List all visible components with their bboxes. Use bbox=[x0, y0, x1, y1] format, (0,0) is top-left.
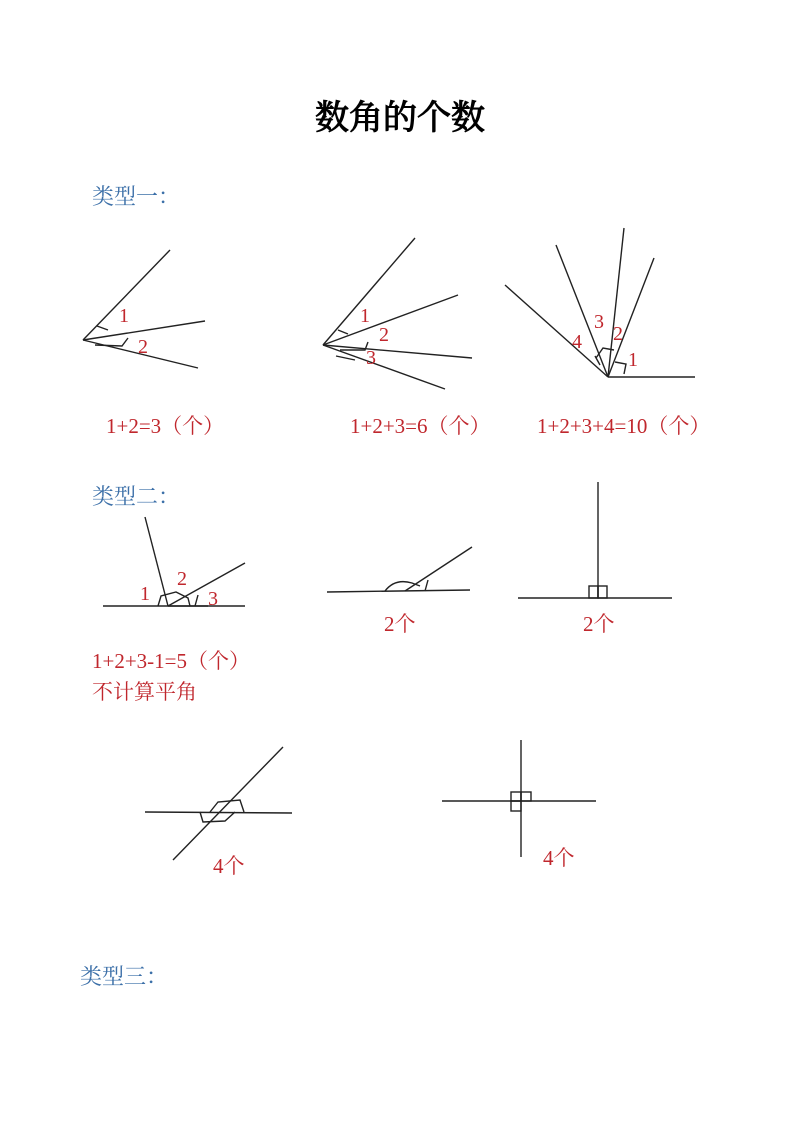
type2-figure5-rays bbox=[442, 740, 596, 857]
t1f1-label-1: 1 bbox=[119, 305, 129, 327]
type2-figure3-rays bbox=[518, 482, 672, 598]
type1-figure2-rays bbox=[323, 238, 472, 389]
type1-figure3-rays bbox=[505, 228, 695, 377]
t1f3-formula: 1+2+3+4=10（个） bbox=[537, 414, 711, 438]
t2f1-note: 不计算平角 bbox=[92, 680, 197, 704]
t2f1-label-2: 2 bbox=[177, 568, 187, 590]
t1f1-formula: 1+2=3（个） bbox=[106, 414, 225, 438]
t1f2-label-1: 1 bbox=[360, 305, 370, 327]
section-label-type2: 类型二： bbox=[92, 485, 181, 510]
t1f2-formula: 1+2+3=6（个） bbox=[350, 414, 491, 438]
type2-figure1-rays bbox=[103, 517, 245, 606]
t1f3-label-1: 1 bbox=[628, 349, 638, 371]
t1f2-label-3: 3 bbox=[366, 347, 376, 369]
t2f3-count: 2个 bbox=[583, 612, 615, 636]
page-title: 数角的个数 bbox=[315, 98, 485, 138]
section-label-type3: 类型三： bbox=[80, 965, 169, 990]
t1f1-label-2: 2 bbox=[138, 336, 148, 358]
type2-figure4-rays bbox=[145, 747, 292, 860]
t2f2-count: 2个 bbox=[384, 612, 416, 636]
type2-figure2-rays bbox=[327, 547, 472, 592]
t2f4-count: 4个 bbox=[213, 854, 245, 878]
t1f3-label-3: 3 bbox=[594, 311, 604, 333]
t1f2-label-2: 2 bbox=[379, 324, 389, 346]
t2f1-label-3: 3 bbox=[208, 588, 218, 610]
t1f3-label-4: 4 bbox=[572, 331, 582, 353]
t2f5-count: 4个 bbox=[543, 846, 575, 870]
t2f1-formula: 1+2+3-1=5（个） bbox=[92, 649, 251, 673]
section-label-type1: 类型一： bbox=[92, 185, 181, 210]
t2f1-label-1: 1 bbox=[140, 583, 150, 605]
t1f3-label-2: 2 bbox=[613, 323, 623, 345]
